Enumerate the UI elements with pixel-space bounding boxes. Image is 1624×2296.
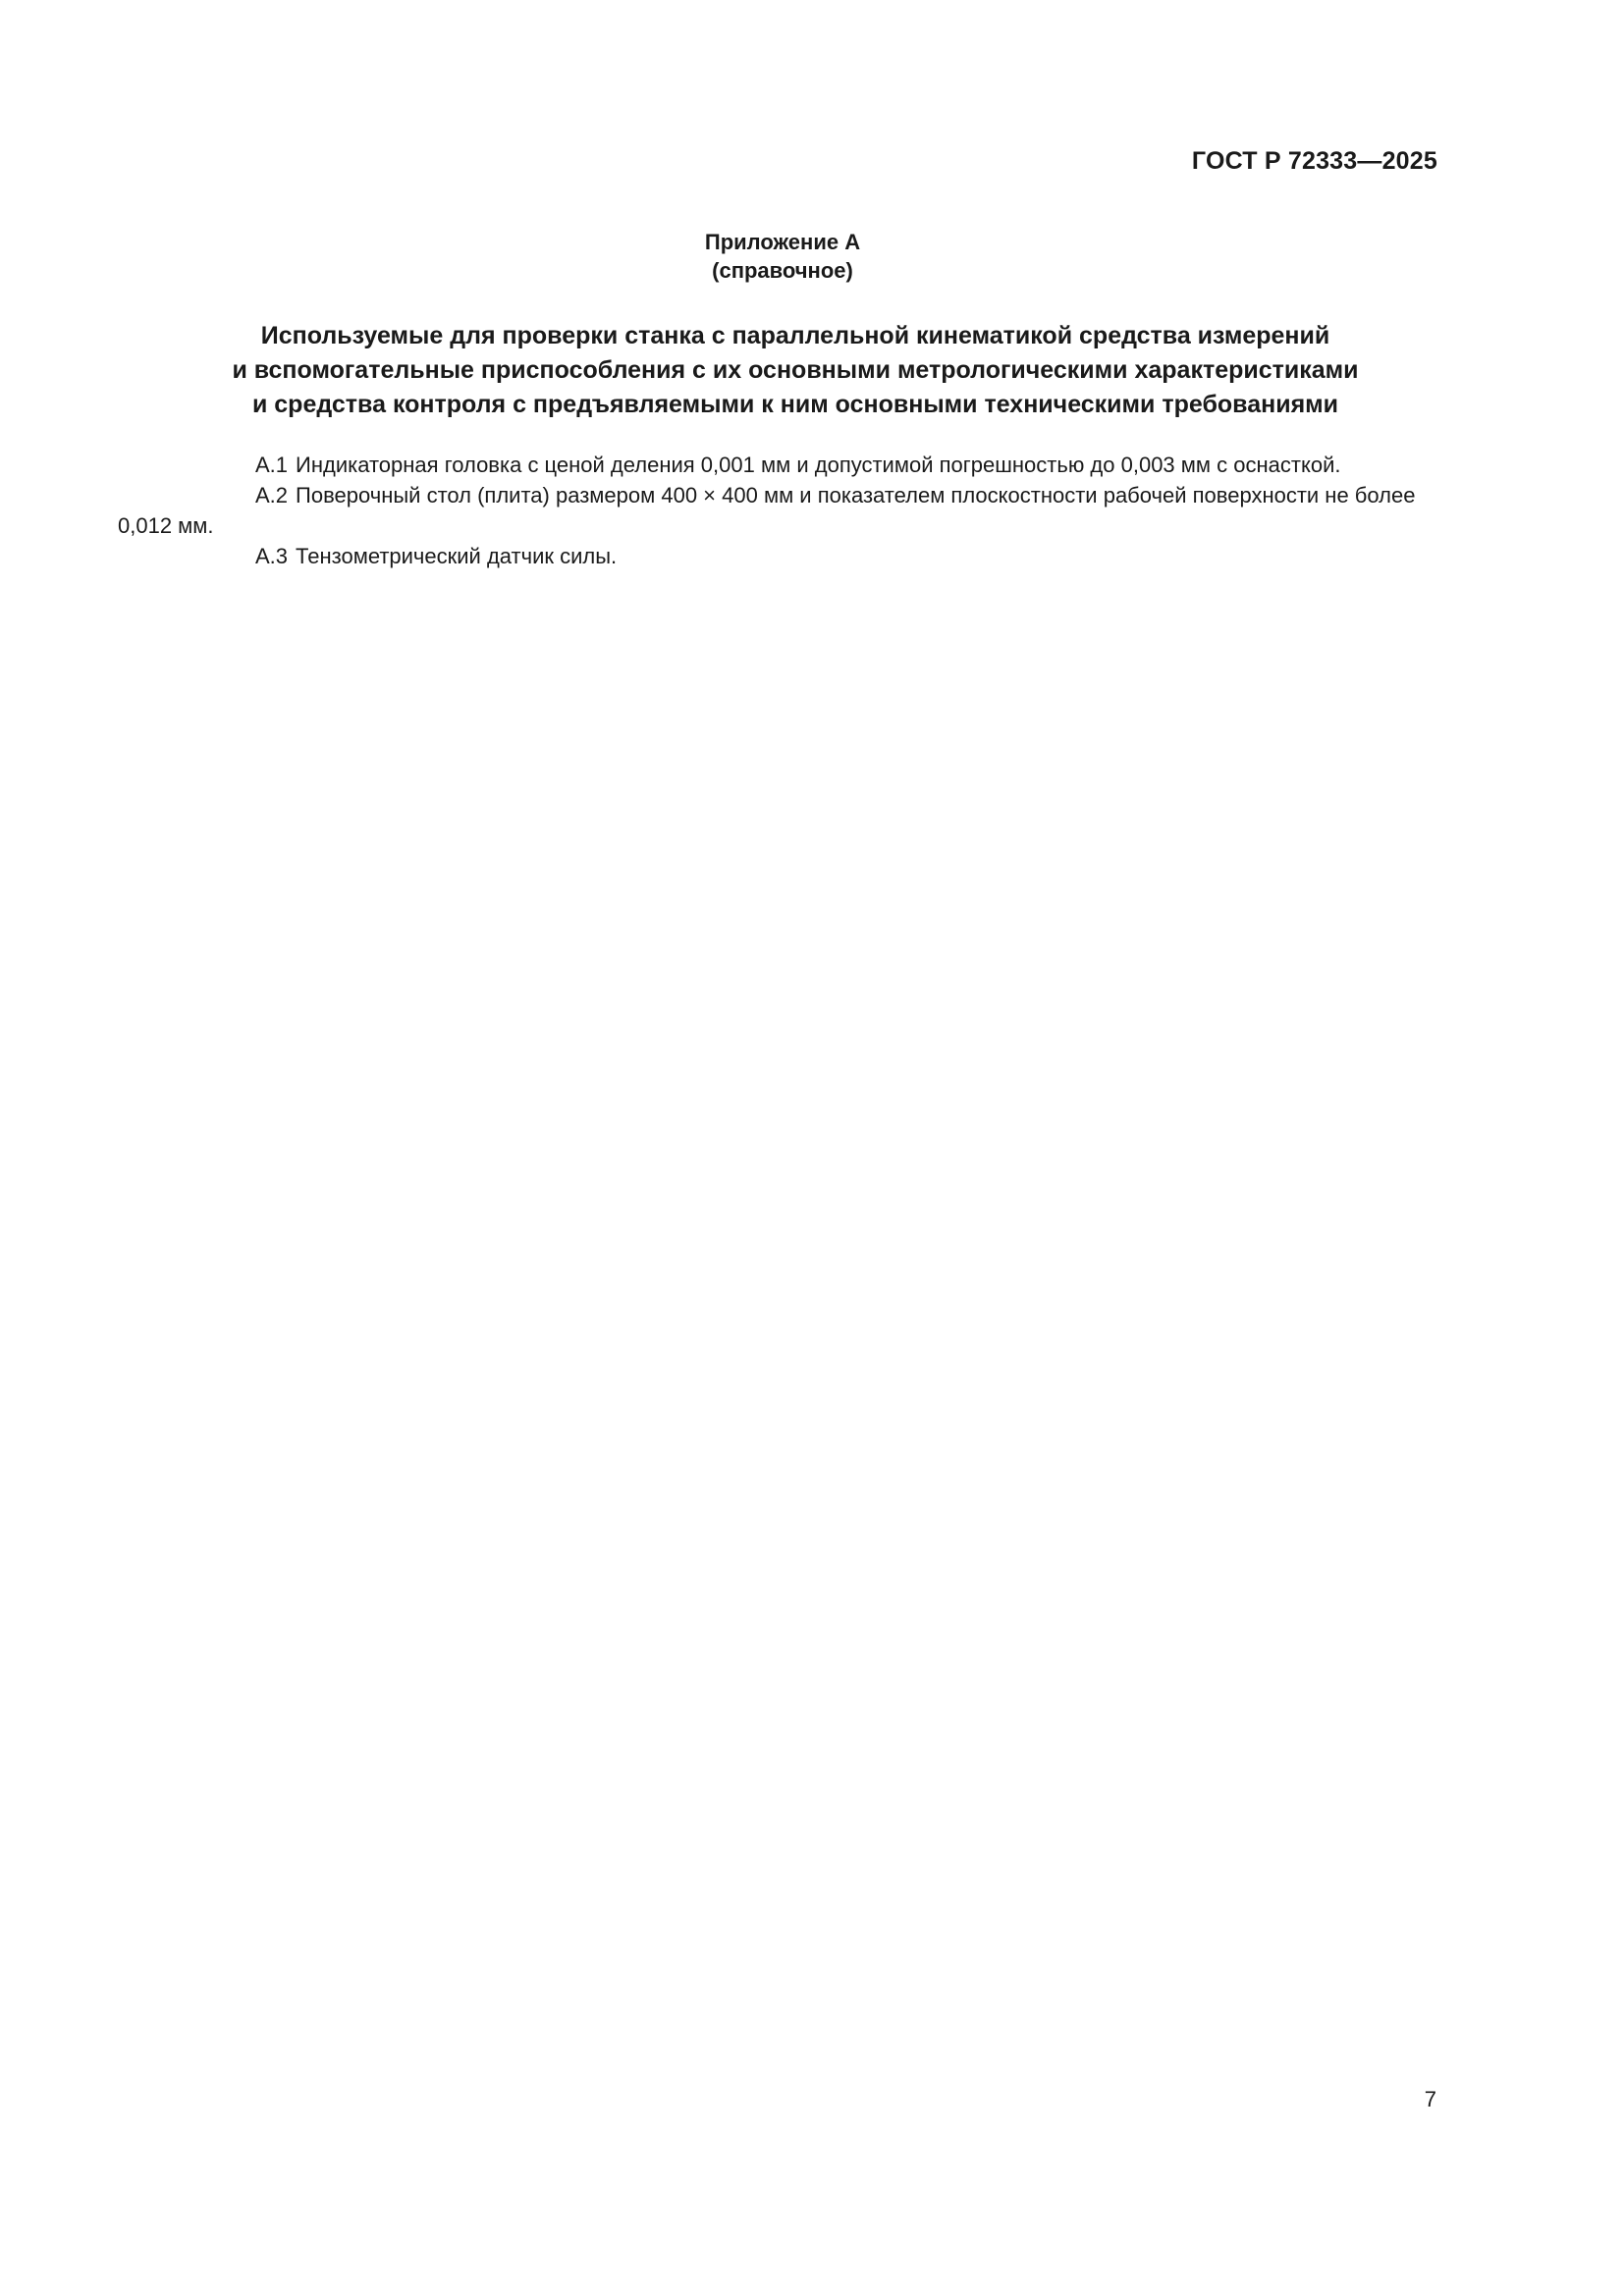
- list-item-a3: [118, 541, 1441, 571]
- annex-title-line: и средства контроля с предъявляемыми к ним основными техническими требованиями: [251, 391, 1339, 418]
- item-text: Поверочный стол (плита) размером 400 × 400 мм и показателем плоскостности рабочей поверхности не более 0,012 мм.: [118, 483, 1416, 538]
- item-text: Индикаторная головка с ценой деления 0,001 мм и допустимой погрешностью до 0,003 мм с оснасткой.: [296, 453, 1341, 477]
- item-number: А.2: [255, 483, 289, 507]
- annex-heading: [0, 228, 1565, 285]
- list-item-a2: [118, 480, 1441, 541]
- item-number: А.3: [255, 544, 289, 568]
- document-code-header: ГОСТ Р 72333—2025: [1191, 147, 1437, 175]
- list-item-a1: [118, 450, 1441, 480]
- annex-body: [118, 450, 1441, 571]
- annex-status: (справочное): [712, 258, 853, 283]
- item-text: Тензометрический датчик силы.: [296, 544, 618, 568]
- annex-title-line: Используемые для проверки станка с параллельной кинематикой средства измерений: [260, 322, 1330, 349]
- annex-title: [118, 319, 1473, 422]
- page-number: 7: [1424, 2087, 1436, 2111]
- annex-label: Приложение А: [704, 230, 861, 254]
- annex-title-line: и вспомогательные приспособления с их основными метрологическими характеристиками: [232, 356, 1359, 384]
- item-number: А.1: [255, 453, 289, 477]
